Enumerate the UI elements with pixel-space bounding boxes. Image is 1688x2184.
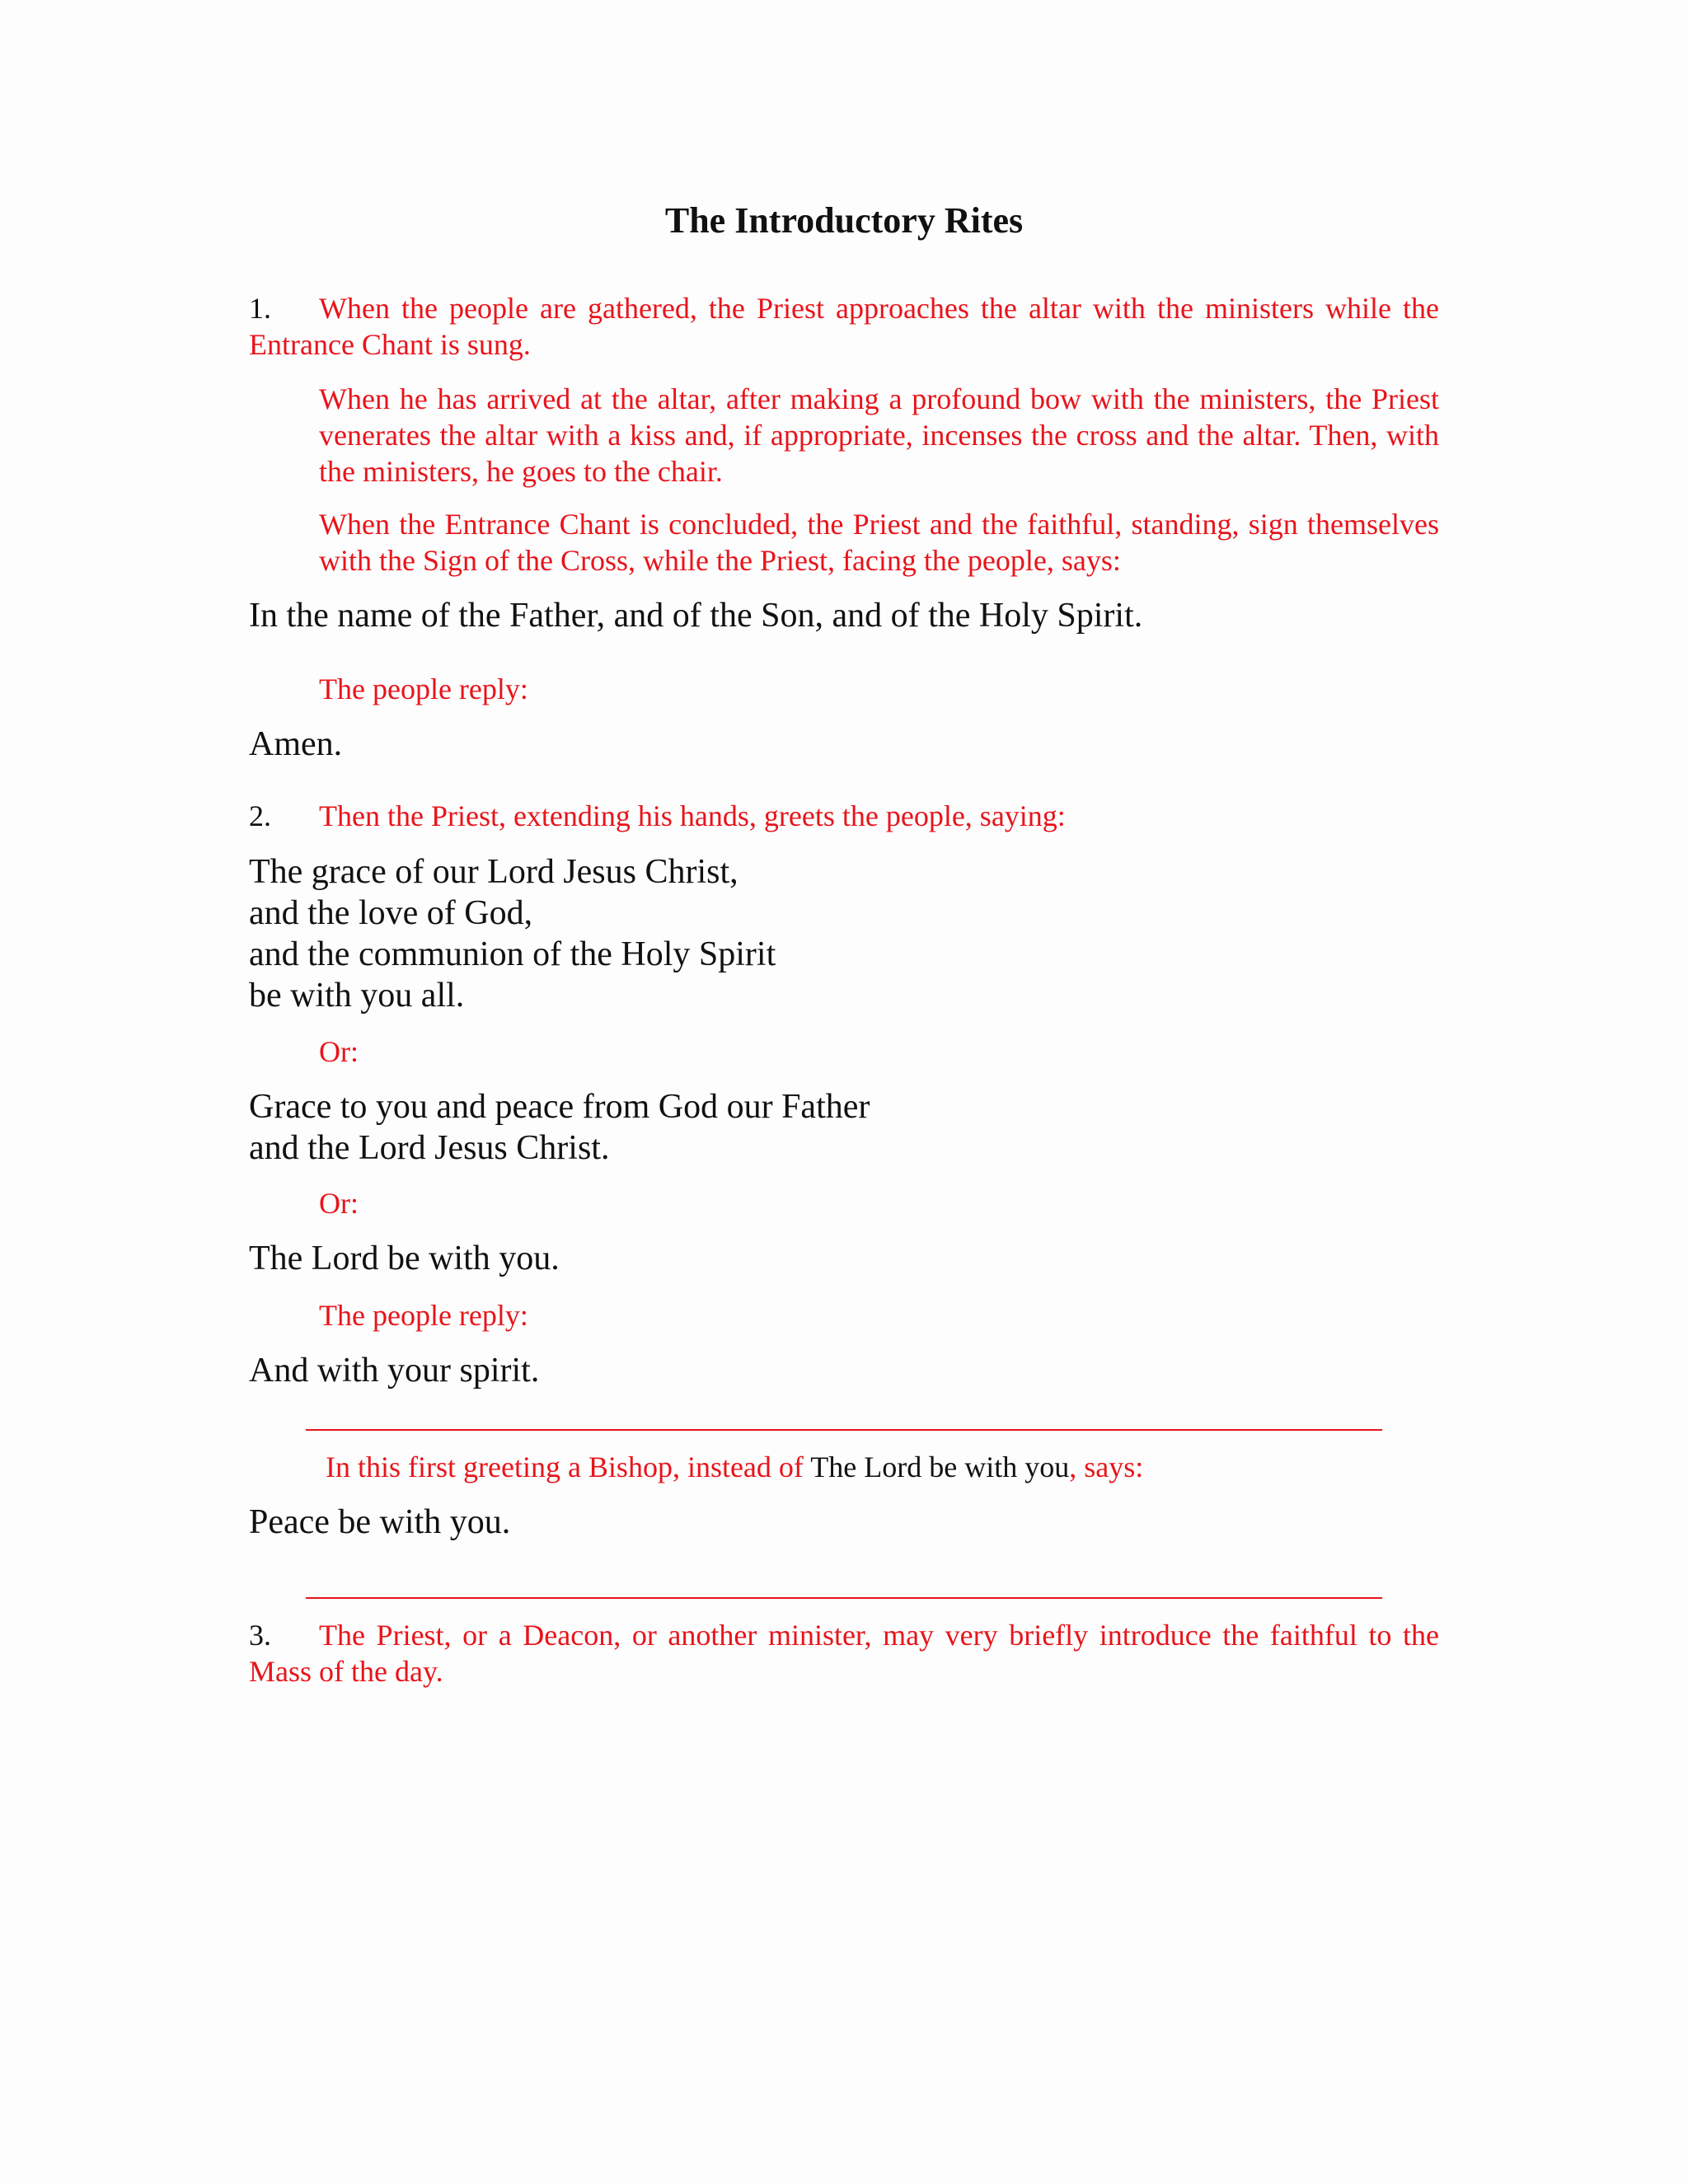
section-3-number: 3.	[249, 1619, 271, 1652]
priest-invocation	[249, 595, 1439, 636]
or-rubric-1: Or:	[319, 1035, 359, 1068]
bishop-greeting-line: Peace be with you.	[249, 1503, 511, 1541]
bishop-rubric	[249, 1449, 1439, 1485]
greeting-a-line: The grace of our Lord Jesus Christ,	[249, 853, 738, 891]
section-1-rubric-b: When he has arrived at the altar, after making a profound bow with the ministers, the Priest venerates the altar with a kiss and, if appropriate, incenses the cross and the altar. Then, with the ministers, he goes to the chair.	[319, 382, 1439, 488]
section-1-reply-rubric: The people reply:	[319, 673, 528, 705]
bishop-rubric-quote: The Lord be with you	[810, 1451, 1070, 1483]
greeting-c	[249, 1238, 1439, 1279]
greeting-a-line: and the love of God,	[249, 894, 533, 932]
page-title: The Introductory Rites	[664, 200, 1024, 241]
greeting-b-line: Grace to you and peace from God our Father	[249, 1088, 870, 1126]
greeting-c-line: The Lord be with you.	[249, 1240, 560, 1277]
or-rubric-2: Or:	[319, 1187, 359, 1220]
section-2-rubric-text: Then the Priest, extending his hands, greets the people, saying:	[319, 799, 1066, 832]
bishop-rubric-pre: In this first greeting a Bishop, instead of	[326, 1451, 811, 1483]
people-response-line: Amen.	[249, 725, 343, 763]
section-1-rubric-a-text: When the people are gathered, the Priest approaches the altar with the ministers while the Entrance Chant is sung.	[249, 292, 1439, 361]
greeting-a	[249, 851, 1439, 1016]
people-response-amen	[249, 724, 1439, 765]
priest-invocation-line: In the name of the Father, and of the Son, and of the Holy Spirit.	[249, 597, 1143, 635]
divider-rule-bottom	[306, 1597, 1382, 1599]
bishop-rubric-post: , says:	[1069, 1451, 1144, 1483]
greeting-a-line: and the communion of the Holy Spirit	[249, 935, 776, 973]
section-1-rubric-a	[249, 290, 1439, 363]
section-2-number: 2.	[249, 799, 271, 832]
greeting-a-line: be with you all.	[249, 977, 465, 1015]
section-2-rubric	[249, 798, 1439, 834]
greeting-b	[249, 1086, 1439, 1169]
section-3-rubric-text: The Priest, or a Deacon, or another minister, may very briefly introduce the faithful to the Mass of the day.	[249, 1619, 1439, 1688]
greeting-b-line: and the Lord Jesus Christ.	[249, 1129, 610, 1167]
section-1-number: 1.	[249, 292, 271, 325]
section-1-rubric-c: When the Entrance Chant is concluded, the Priest and the faithful, standing, sign themselves with the Sign of the Cross, while the Priest, facing the people, says:	[319, 508, 1439, 577]
bishop-greeting	[249, 1502, 1439, 1543]
divider-rule-top	[306, 1429, 1382, 1431]
section-2-reply-rubric: The people reply:	[319, 1299, 528, 1332]
people-response-spirit	[249, 1350, 1439, 1391]
section-3-rubric	[249, 1617, 1439, 1690]
people-response-line: And with your spirit.	[249, 1352, 540, 1390]
